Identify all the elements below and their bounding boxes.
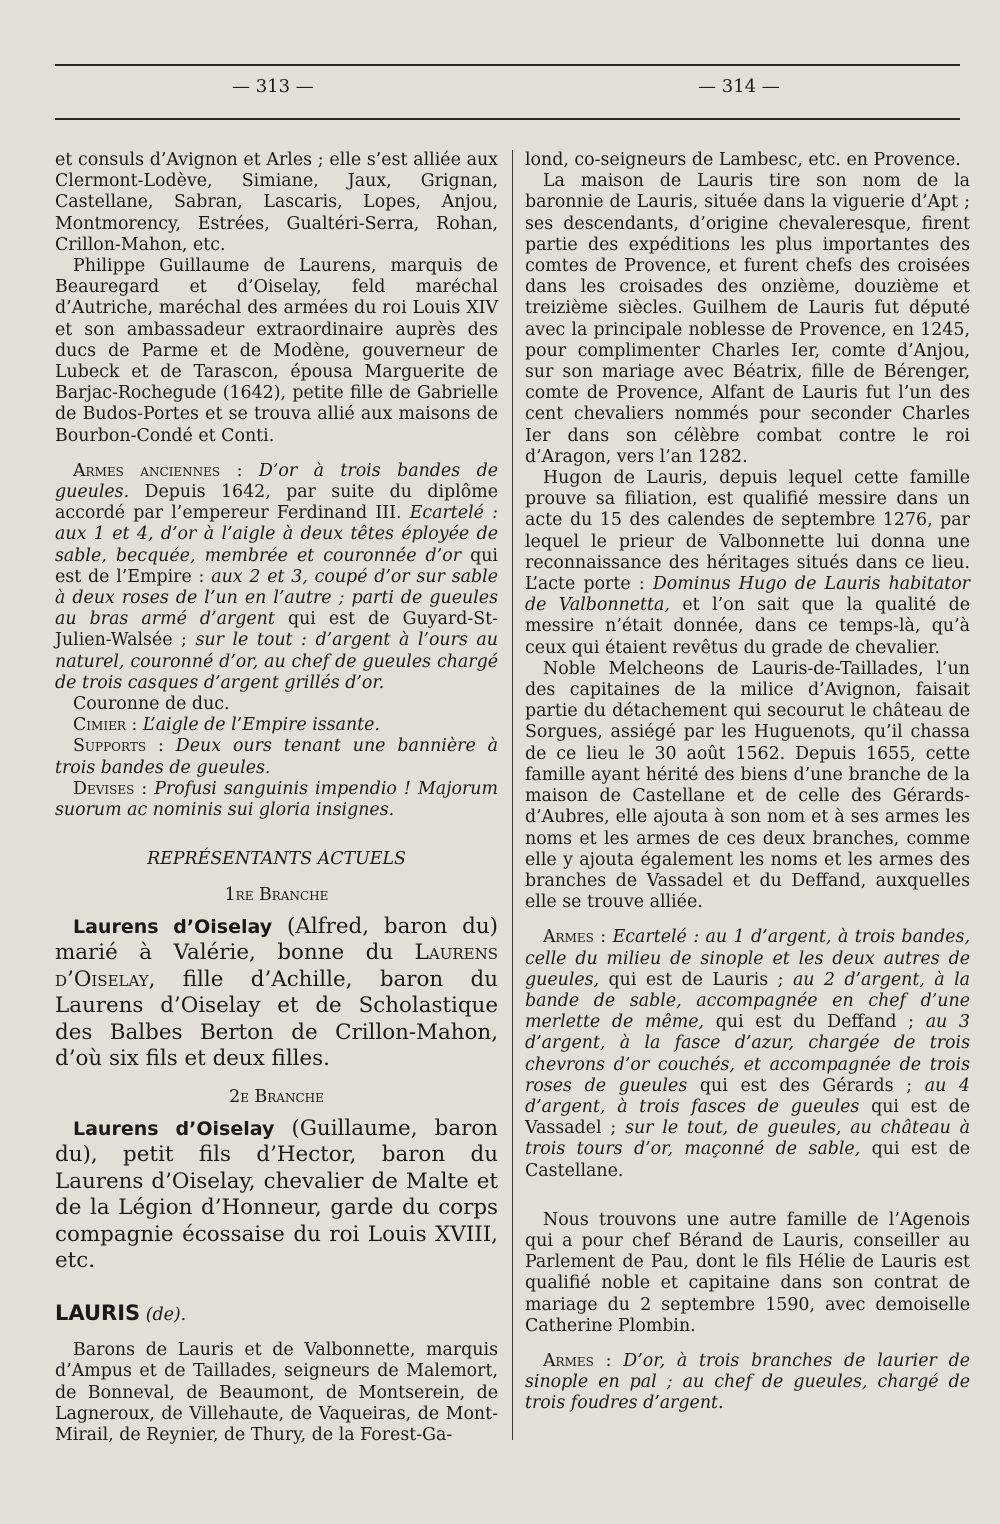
paragraph: La maison de Lauris tire son nom de la baronnie de Lauris, située dans la viguerie d’Apt ; ses descendants, d’origine chevaleresque, firent partie des expéditions les plus importantes des comtes de Provence, et furent chefs des croisées dans les croisades des onzième, douzième et treizième siècles. Guilhem de Lauris fut député avec la principale noblesse de Provence, en 1245, pour complimenter Charles Ier, comte d’Anjou, sur son mariage avec Béatrix, fille de Bérenger, comte de Provence, Alfant de Lauris fut l’un des cent chevaliers nommés pour seconder Charles Ier dans son célèbre combat contre le roi d’Aragon, vers l’an 1282. bbox=[525, 171, 970, 467]
paragraph: Philippe Guillaume de Laurens, marquis de Beauregard et d’Oiselay, feld maréchal d’Autriche, maréchal des armées du roi Louis XIV et son ambassadeur extraordinaire auprès des ducs de Parme et de Modène, gouverneur de Lubeck et de Tarascon, épousa Marguerite de Barjac-Rochegude (1642), petite fille de Gabrielle de Budos-Portes et se trouva allié aux maisons de Bourbon-Condé et Conti. bbox=[55, 256, 498, 446]
page-number-right: — 314 — bbox=[698, 76, 780, 97]
representants-title: REPRÉSENTANTS ACTUELS bbox=[147, 849, 406, 870]
right-column bbox=[525, 150, 970, 1415]
branche-2-title: 2e Branche bbox=[229, 1086, 324, 1107]
devises: Devises : Profusi sanguinis impendio ! Majorum suorum ac nominis sui gloria insignes. bbox=[55, 778, 498, 821]
paragraph: Hugon de Lauris, depuis lequel cette famille prouve sa filiation, est qualifié messire dans un acte du 15 des calendes de septembre 1276, par lequel le prieur de Valbonnette lui donna une reconnaissance des héritages situés dans ce lieu. L’acte porte : Dominus Hugo de Lauris habitator de Valbonnetta, et l’on sait que la qualité de messire n’était donnée, dans ce temps-là, qu’à ceux qui étaient revêtus du grade de chevalier. bbox=[525, 468, 970, 658]
armes-agenois: Armes : D’or, à trois branches de laurier de sinople en pal ; au chef de gueules, chargé de trois foudres d’argent. bbox=[525, 1350, 971, 1414]
header-rule-top bbox=[55, 64, 960, 66]
label: Armes anciennes : bbox=[73, 460, 243, 481]
lauris-heading: LAURIS (de). bbox=[55, 1300, 187, 1325]
supports: Supports : Deux ours tenant une bannière à trois bandes de gueules. bbox=[55, 736, 499, 778]
paragraph: lond, co-seigneurs de Lambesc, etc. en Provence. bbox=[525, 150, 961, 170]
paragraph: et consuls d’Avignon et Arles ; elle s’est alliée aux Clermont-Lodève, Simiane, Jaux, Grignan, Castellane, Sabran, Lascaris, Lopes, Anjou, Montmorency, Estrées, Gualtéri-Serra, Rohan, Crillon-Mahon, etc. bbox=[55, 150, 498, 255]
branche-1-title: 1re Branche bbox=[224, 884, 329, 905]
branche-1-entry: Laurens d’Oiselay (Alfred, baron du) marié à Valérie, bonne du Laurens d’Oiselay, fille d’Achille, baron du Laurens d’Oiselay et de Scholastique des Balbes Berton de Crillon-Mahon, d’où six fils et deux filles. bbox=[55, 913, 499, 1072]
header-rule-bottom bbox=[55, 118, 960, 120]
paragraph: Nous trouvons une autre famille de l’Agenois qui a pour chef Bérand de Lauris, conseiller au Parlement de Pau, dont le fils Hélie de Lauris est qualifié noble et capitaine dans son contrat de mariage du 2 septembre 1590, avec demoiselle Catherine Plombin. bbox=[525, 1209, 970, 1336]
paragraph: Barons de Lauris et de Valbonnette, marquis d’Ampus et de Taillades, seigneurs de Malemort, de Bonneval, de Beaumont, de Montserein, de Lagneroux, de Villehaute, de Vaqueiras, de Mont-Mirail, de Reynier, de Thury, de la Forest-Ga- bbox=[55, 1340, 498, 1445]
armes-lauris: Armes : Ecartelé : au 1 d’argent, à trois bandes, celle du milieu de sinople et les deux autres de gueules, qui est de Lauris ; au 2 d’argent, à la bande de sable, accompagnée en chef d’une merlette de même, qui est du Deffand ; au 3 d’argent, à la fasce d’azur, chargée de trois chevrons d’or couchés, et accompagnée de trois roses de gueules qui est des Gérards ; au 4 d’argent, à trois fasces de gueules qui est de Vassadel ; sur le tout, de gueules, au château à trois tours d’or, maçonné de sable, qui est de Castellane. bbox=[525, 927, 971, 1181]
paragraph: Noble Melcheons de Lauris-de-Taillades, l’un des capitaines de la milice d’Avignon, faisait partie du détachement qui secourut le château de Sorgues, assiégé par les Huguenots, qu’il chassa de ce lieu le 30 août 1562. Depuis 1655, cette famille ayant hérité des biens d’une branche de la maison de Castellane et de celle des Gérards-d’Aubres, elle ajouta à son nom et à ses armes les noms et les armes de ces deux branches, comme elle y ajouta également les noms et les armes des branches de Vassadel et du Deffand, auxquelles elle se trouve alliée. bbox=[525, 658, 970, 913]
couronne: Couronne de duc. bbox=[73, 694, 230, 715]
armes-anciennes: Armes anciennes : D’or à trois bandes de gueules. Depuis 1642, par suite du diplôme accordé par l’empereur Ferdinand III. Ecartelé : aux 1 et 4, d’or à l’aigle à deux têtes éployée de sable, becquée, membrée et couronnée d’or qui est de l’Empire : aux 2 et 3, coupé d’or sur sable à deux roses de l’un en l’autre ; parti de gueules au bras armé d’argent qui est de Guyard-St-Julien-Walsée ; sur le tout : d’argent à l’ours au naturel, couronné d’or, au chef de gueules chargé de trois casques d’argent grillés d’or. bbox=[55, 460, 499, 693]
page-number-left: — 313 — bbox=[232, 76, 314, 97]
cimier: Cimier : L’aigle de l’Empire issante. bbox=[73, 715, 380, 736]
column-divider bbox=[512, 150, 513, 1440]
left-column bbox=[55, 150, 498, 1446]
branche-2-entry: Laurens d’Oiselay (Guillaume, baron du), petit fils d’Hector, baron du Laurens d’Oiselay, chevalier de Malte et de la Légion d’Honneur, garde du corps compagnie écossaise du roi Louis XVIII, etc. bbox=[55, 1115, 498, 1274]
